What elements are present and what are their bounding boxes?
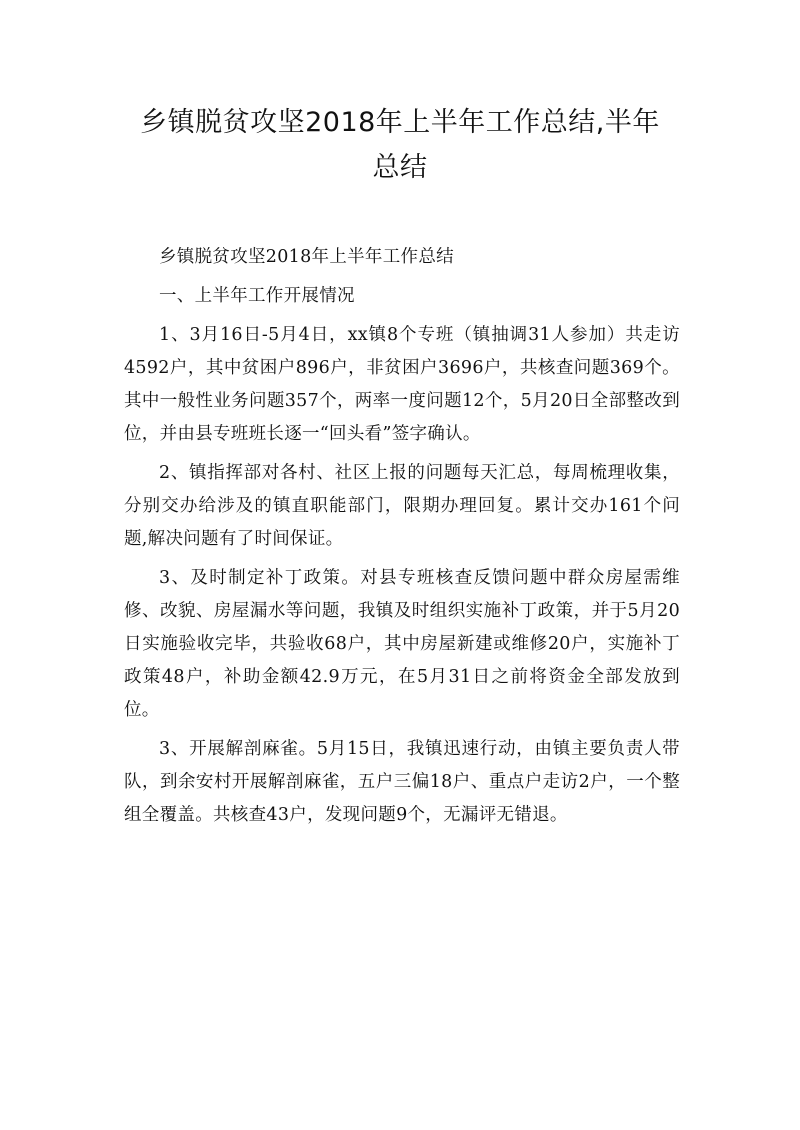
paragraph-1: 1、3月16日-5月4日，xx镇8个专班（镇抽调31人参加）共走访4592户，其中贫困户896户，非贫困户3696户，共核查问题369个。其中一般性业务问题357个，两率一度问题12个，5月20日全部整改到位，并由县专班班长逐一“回头看”签字确认。 bbox=[124, 325, 680, 444]
paragraph-2: 2、镇指挥部对各村、社区上报的问题每天汇总，每周梳理收集，分别交办给涉及的镇直职能部门，限期办理回复。累计交办161个问题,解决问题有了时间保证。 bbox=[124, 463, 680, 549]
paragraph-3: 3、及时制定补丁政策。对县专班核查反馈问题中群众房屋需维修、改貌、房屋漏水等问题，我镇及时组织实施补丁政策，并于5月20日实施验收完毕，共验收68户，其中房屋新建或维修20户，实施补丁政策48户，补助金额42.9万元，在5月31日之前将资金全部发放到位。 bbox=[124, 568, 680, 720]
section-heading: 一、上半年工作开展情况 bbox=[159, 286, 355, 306]
document-body bbox=[124, 241, 680, 838]
document-subtitle: 乡镇脱贫攻坚2018年上半年工作总结 bbox=[159, 247, 454, 267]
document-title: 乡镇脱贫攻坚2018年上半年工作总结,半年总结 bbox=[140, 107, 660, 183]
paragraph-4: 3、开展解剖麻雀。5月15日，我镇迅速行动，由镇主要负责人带队，到余安村开展解剖麻雀，五户三偏18户、重点户走访2户，一个整组全覆盖。共核查43户，发现问题9个，无漏评无错退。 bbox=[124, 739, 680, 825]
